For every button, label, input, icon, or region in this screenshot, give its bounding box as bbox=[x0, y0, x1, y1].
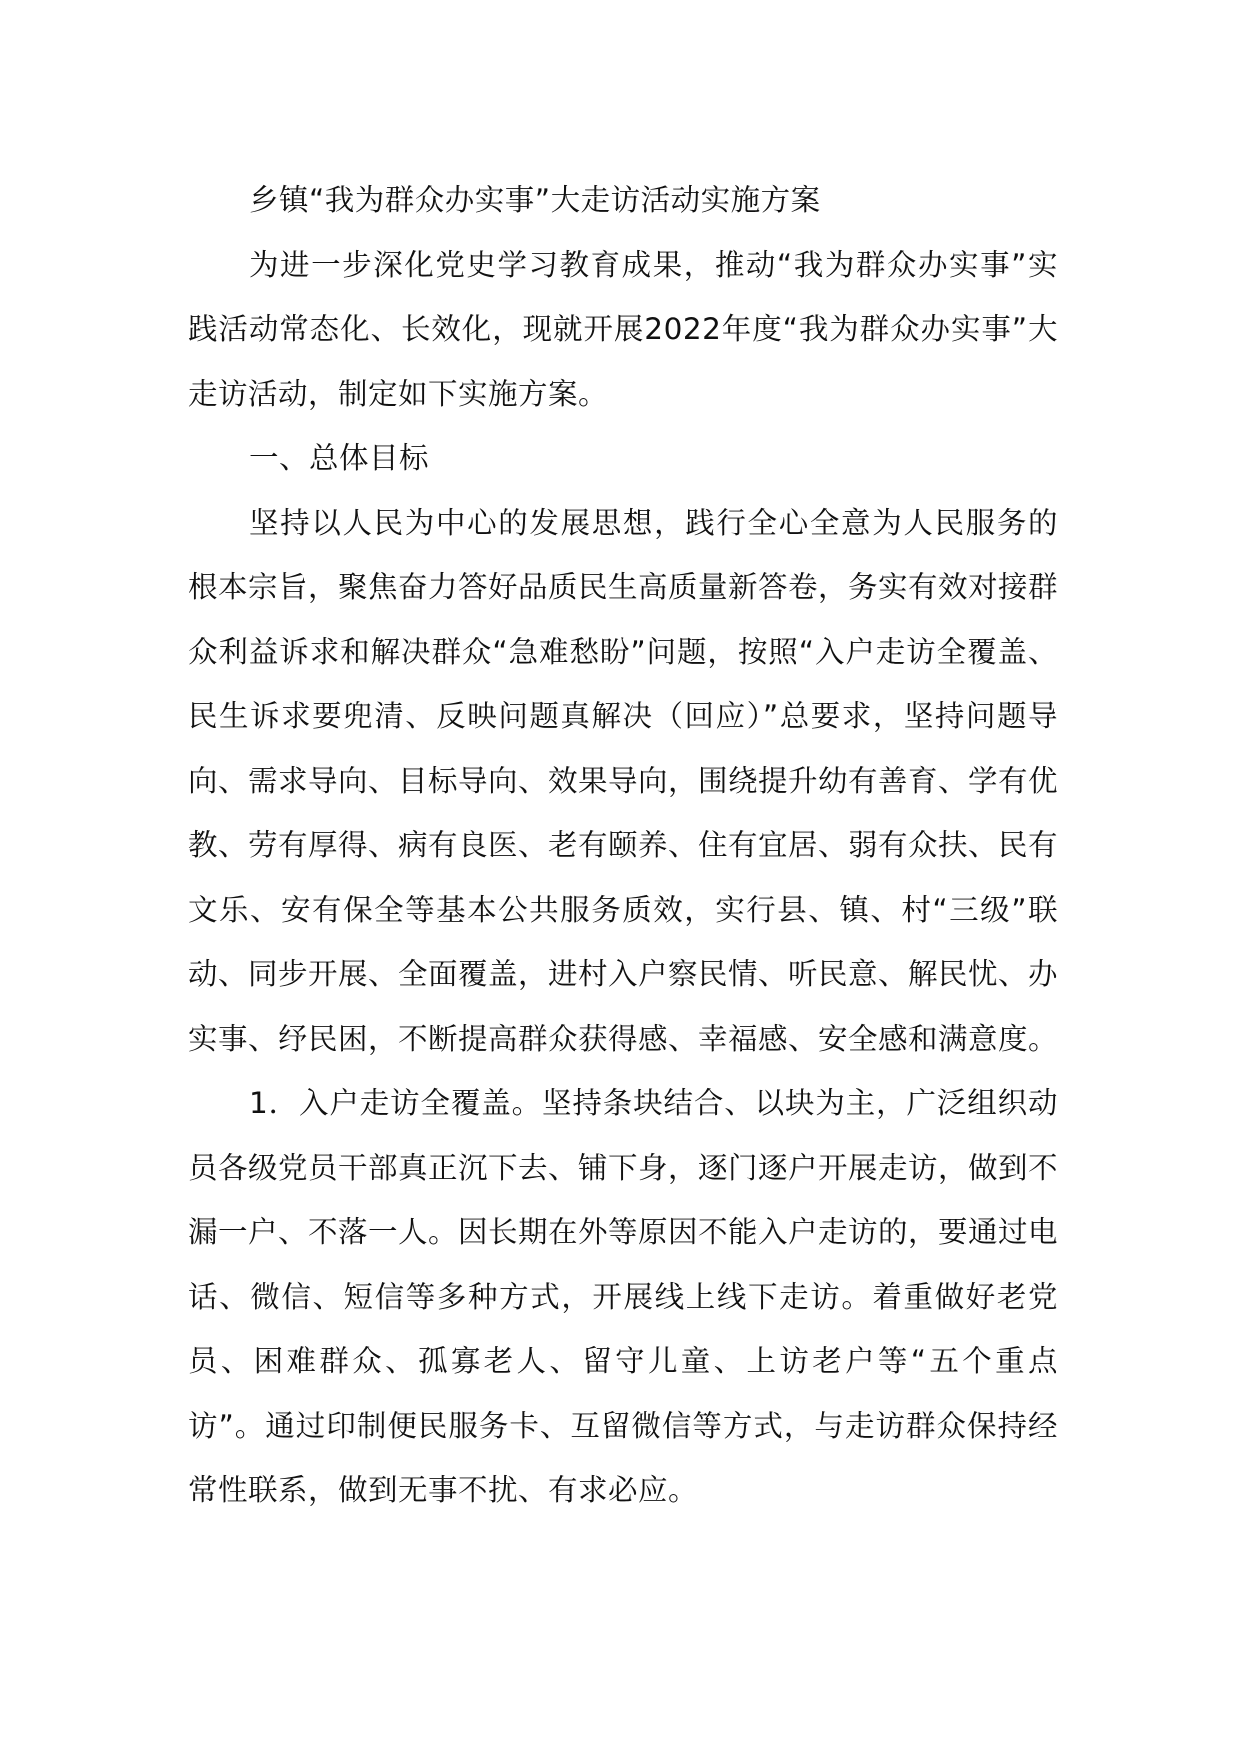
document-body bbox=[188, 168, 1058, 1523]
section-heading-overall-goal: 一、总体目标 bbox=[249, 441, 430, 475]
paragraph-intro: 为进一步深化党史学习教育成果，推动“我为群众办实事”实践活动常态化、长效化，现就开展2022年度“我为群众办实事”大走访活动，制定如下实施方案。 bbox=[188, 247, 1058, 411]
document-title: 乡镇“我为群众办实事”大走访活动实施方案 bbox=[249, 183, 821, 217]
paragraph-item-1: 1．入户走访全覆盖。坚持条块结合、以块为主，广泛组织动员各级党员干部真正沉下去、铺下身，逐门逐户开展走访，做到不漏一户、不落一人。因长期在外等原因不能入户走访的，要通过电话、微信、短信等多种方式，开展线上线下走访。着重做好老党员、困难群众、孤寡老人、留守儿童、上访老户等“五个重点访”。通过印制便民服务卡、互留微信等方式，与走访群众保持经常性联系，做到无事不扰、有求必应。 bbox=[188, 1086, 1059, 1507]
paragraph-overall-goal: 坚持以人民为中心的发展思想，践行全心全意为人民服务的根本宗旨，聚焦奋力答好品质民生高质量新答卷，务实有效对接群众利益诉求和解决群众“急难愁盼”问题，按照“入户走访全覆盖、民生诉求要兜清、反映问题真解决（回应）”总要求，坚持问题导向、需求导向、目标导向、效果导向，围绕提升幼有善育、学有优教、劳有厚得、病有良医、老有颐养、住有宜居、弱有众扶、民有文乐、安有保全等基本公共服务质效，实行县、镇、村“三级”联动、同步开展、全面覆盖，进村入户察民情、听民意、解民忧、办实事、纾民困，不断提高群众获得感、幸福感、安全感和满意度。 bbox=[188, 505, 1059, 1056]
